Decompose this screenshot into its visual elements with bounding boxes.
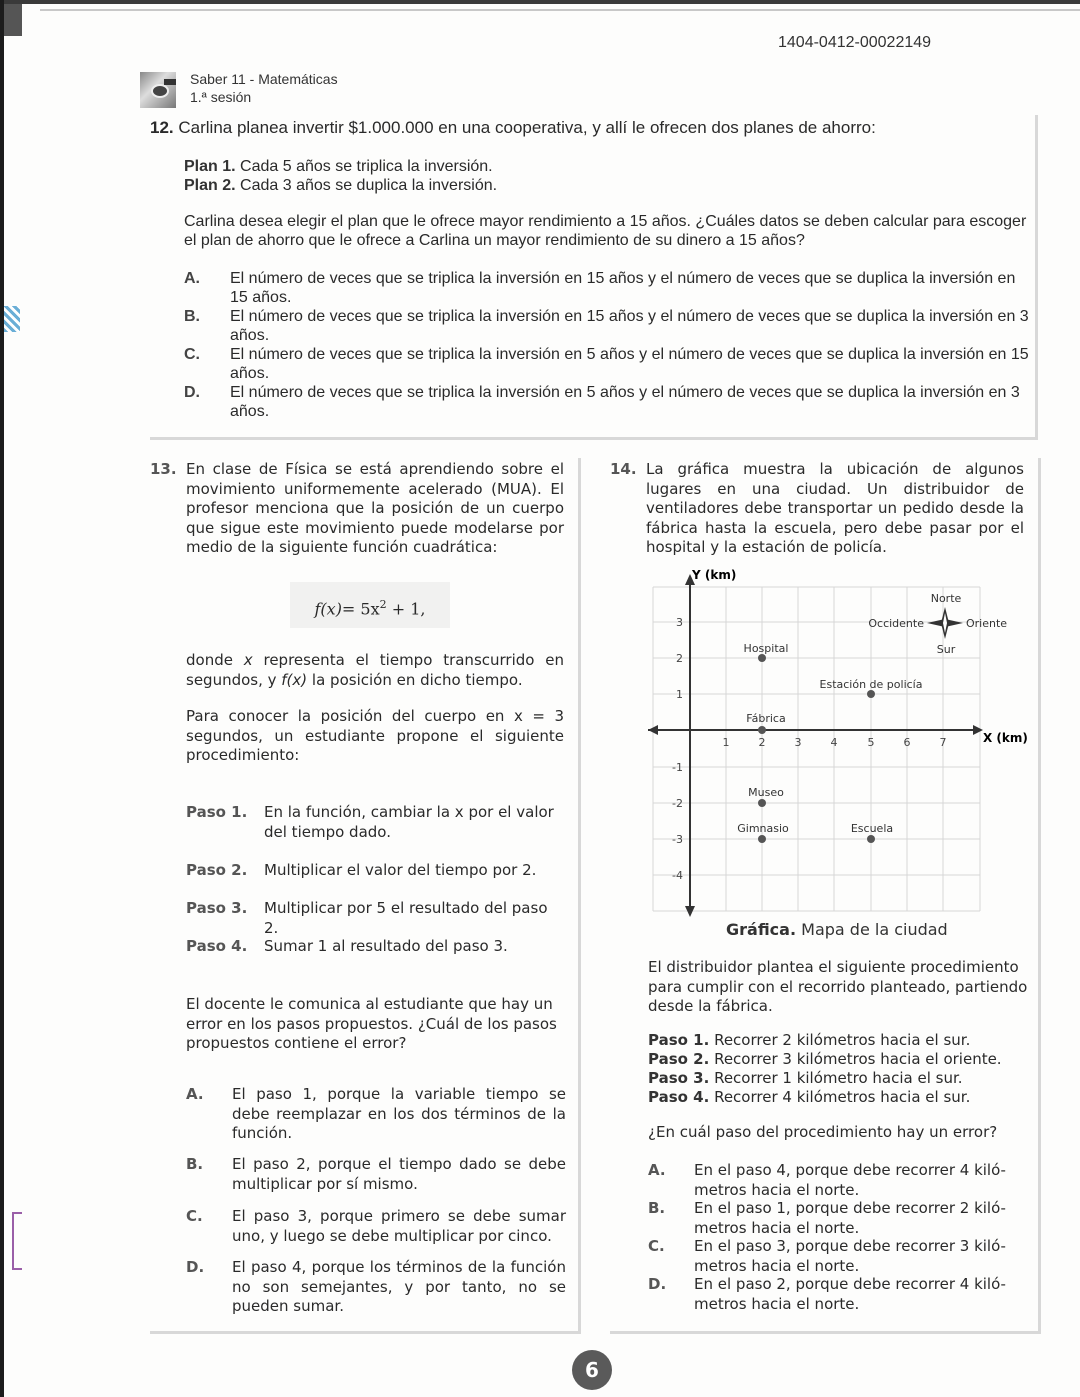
- question-13-stem: 13. En clase de Física se está aprendiendo sobre el movimiento uniformemente acelerado (MUA). El profesor menciona que la posición de un cuerpo que sigue este movimiento puede modelarse por medio de la siguiente función cuadrática:: [150, 460, 564, 556]
- question-number: 12.: [150, 118, 174, 137]
- q12-option-c[interactable]: C. El número de veces que se triplica la inversión en 5 años y el número de veces que se duplica la inversión en 15 años.: [184, 346, 1029, 382]
- question-12-prompt: Carlina desea elegir el plan que le ofrece mayor rendimiento a 15 años. ¿Cuáles datos se deben calcular para escoger el plan de ahorro que le ofrece a Carlina un mayor rendimiento de su dinero a 15 años?: [184, 213, 1027, 249]
- scan-left-edge: [0, 0, 4, 1397]
- svg-text:-1: -1: [672, 761, 683, 774]
- q13-option-d[interactable]: D. El paso 4, porque los términos de la función no son semejantes, y por tanto, no se pueden sumar.: [186, 1258, 566, 1315]
- q12-option-b[interactable]: B. El número de veces que se triplica la inversión en 15 años y el número de veces que se duplica la inversión en 3 años.: [184, 308, 1029, 344]
- svg-text:5: 5: [867, 736, 875, 749]
- svg-text:-3: -3: [672, 833, 683, 846]
- svg-text:2: 2: [758, 736, 766, 749]
- svg-text:Fábrica: Fábrica: [746, 712, 786, 725]
- plan-2: Plan 2. Cada 3 años se duplica la inversión.: [184, 177, 498, 194]
- top-rule: [40, 9, 1080, 11]
- scan-corner-mark: [4, 4, 22, 36]
- grid-lines: [653, 587, 980, 911]
- svg-text:Hospital: Hospital: [743, 642, 789, 655]
- svg-text:4: 4: [830, 736, 838, 749]
- svg-text:Escuela: Escuela: [850, 822, 894, 835]
- svg-text:1: 1: [722, 736, 730, 749]
- q14-step-3: Paso 3. Recorrer 1 kilómetro hacia el sur.: [648, 1069, 963, 1087]
- question-12-stem: 12. Carlina planea invertir $1.000.000 en una cooperativa, y allí le ofrecen dos planes de ahorro:: [150, 118, 876, 137]
- plan-1: Plan 1. Cada 5 años se triplica la inversión.: [184, 158, 493, 175]
- y-axis-label: Y (km): [692, 568, 737, 582]
- q13-step-1: Paso 1. En la función, cambiar la x por el valor del tiempo dado.: [186, 803, 554, 841]
- svg-text:1: 1: [676, 688, 683, 701]
- q14-procedure-intro: El distribuidor plantea el siguiente procedimiento para cumplir con el recorrido planteado, partiendo desde la fábrica.: [648, 958, 1028, 1015]
- q13-step-3: Paso 3. Multiplicar por 5 el resultado del paso 2.: [186, 899, 548, 937]
- compass-rose-icon: [927, 607, 963, 639]
- quadratic-formula: $f(x)= 5x^2 + 1$,: [290, 582, 450, 628]
- scan-top-edge: [0, 0, 1080, 4]
- q14-step-2: Paso 2. Recorrer 3 kilómetros hacia el oriente.: [648, 1050, 1002, 1068]
- question-14-prompt: ¿En cuál paso del procedimiento hay un error?: [648, 1123, 998, 1141]
- svg-text:3: 3: [676, 616, 683, 629]
- q12-option-a[interactable]: A. El número de veces que se triplica la inversión en 15 años y el número de veces que se duplica la inversión en 15 años.: [184, 270, 1016, 306]
- x-ticks: [723, 736, 947, 749]
- q13-step-2: Paso 2. Multiplicar el valor del tiempo por 2.: [186, 861, 537, 879]
- city-map-chart: [640, 565, 1040, 920]
- q14-step-1: Paso 1. Recorrer 2 kilómetros hacia el sur.: [648, 1031, 971, 1049]
- y-ticks: [672, 616, 683, 882]
- exam-title: Saber 11 - Matemáticas: [190, 71, 338, 87]
- exam-session: 1.ª sesión: [190, 89, 252, 105]
- icfes-logo-icon: [140, 72, 176, 108]
- q13-option-a[interactable]: A. El paso 1, porque la variable tiempo se debe reemplazar en los dos términos de la función.: [186, 1085, 566, 1142]
- q13-step-4: Paso 4. Sumar 1 al resultado del paso 3.: [186, 937, 508, 955]
- page-number-badge: 6: [572, 1350, 612, 1390]
- svg-text:-2: -2: [672, 797, 683, 810]
- q14-option-d[interactable]: D. En el paso 2, porque debe recorrer 4 kiló-metros hacia el norte.: [648, 1275, 1006, 1313]
- page-header: [190, 70, 338, 106]
- q13-option-b[interactable]: B. El paso 2, porque el tiempo dado se debe multiplicar por sí mismo.: [186, 1155, 566, 1193]
- q13-option-c[interactable]: C. El paso 3, porque primero se debe sumar uno, y luego se debe multiplicar por cinco.: [186, 1207, 566, 1245]
- side-bracket: [12, 1212, 22, 1270]
- q14-option-c[interactable]: C. En el paso 3, porque debe recorrer 3 kiló-metros hacia el norte.: [648, 1237, 1006, 1275]
- svg-text:Gimnasio: Gimnasio: [737, 822, 789, 835]
- svg-text:2: 2: [676, 652, 683, 665]
- svg-text:Norte: Norte: [930, 592, 962, 605]
- svg-text:3: 3: [794, 736, 802, 749]
- svg-text:7: 7: [939, 736, 947, 749]
- svg-text:-4: -4: [672, 869, 683, 882]
- question-13-prompt: El docente le comunica al estudiante que hay un error en los pasos propuestos. ¿Cuál de los pasos propuestos contiene el error?: [186, 995, 557, 1052]
- side-marker: [4, 306, 20, 332]
- formula-explanation: donde x representa el tiempo transcurrido en segundos, y f(x) la posición en dicho tiempo.: [186, 651, 564, 689]
- svg-text:Museo: Museo: [748, 786, 784, 799]
- chart-caption: Gráfica. Mapa de la ciudad: [726, 920, 948, 939]
- q12-option-d[interactable]: D. El número de veces que se triplica la inversión en 5 años y el número de veces que se duplica la inversión en 3 años.: [184, 384, 1020, 420]
- q14-option-b[interactable]: B. En el paso 1, porque debe recorrer 2 kiló-metros hacia el norte.: [648, 1199, 1006, 1237]
- question-14-stem: 14. La gráfica muestra la ubicación de algunos lugares en una ciudad. Un distribuidor de ventiladores debe transportar un pedido desde la fábrica hasta la escuela, pero debe pasar por el hospital y la estación de policía.: [610, 460, 1024, 556]
- svg-text:6: 6: [903, 736, 911, 749]
- svg-text:Oriente: Oriente: [966, 617, 1008, 630]
- svg-text:Estación de policía: Estación de policía: [819, 678, 923, 691]
- document-code: 1404-0412-00022149: [778, 34, 932, 51]
- q14-step-4: Paso 4. Recorrer 4 kilómetros hacia el sur.: [648, 1088, 971, 1106]
- x-axis-label: X (km): [983, 731, 1028, 745]
- q14-option-a[interactable]: A. En el paso 4, porque debe recorrer 4 kiló-metros hacia el norte.: [648, 1161, 1006, 1199]
- svg-text:Sur: Sur: [936, 643, 956, 656]
- svg-text:Occidente: Occidente: [868, 617, 924, 630]
- procedure-intro: Para conocer la posición del cuerpo en x = 3 segundos, un estudiante propone el siguiente procedimiento:: [186, 707, 564, 764]
